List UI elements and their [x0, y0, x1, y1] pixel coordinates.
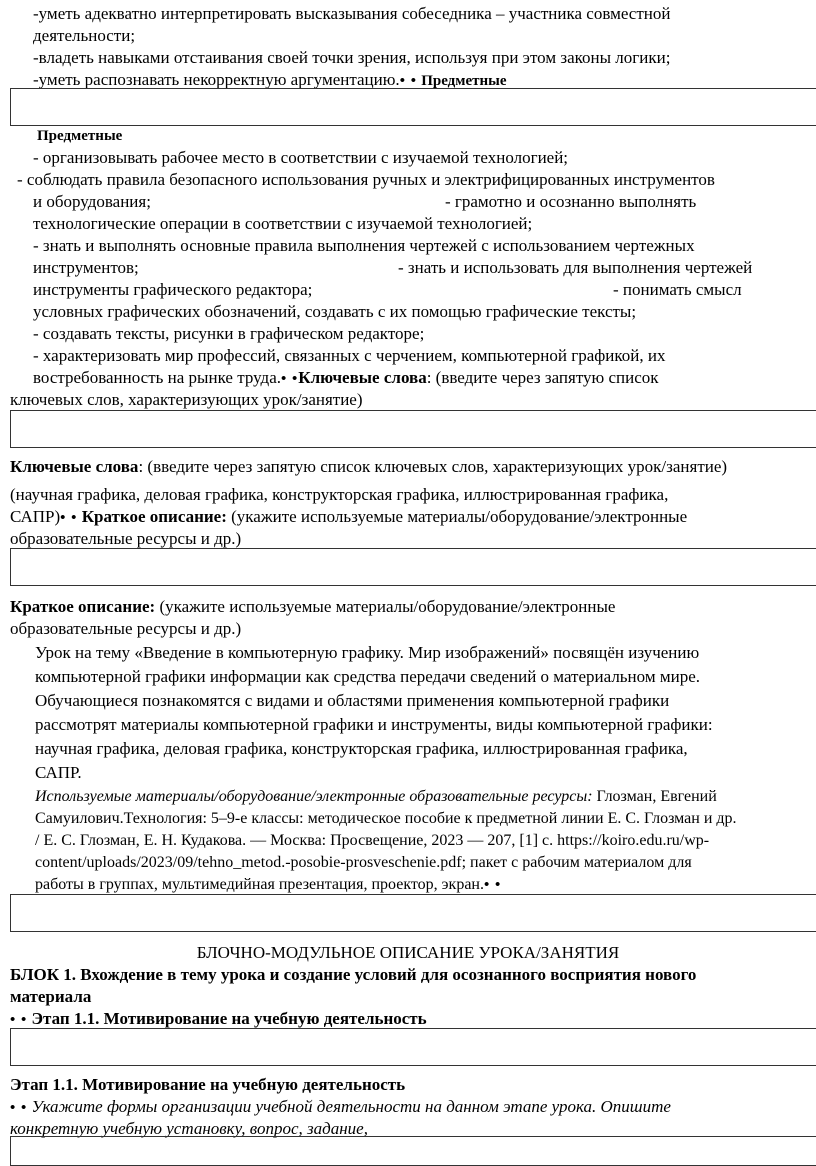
brief-input-box[interactable] — [10, 548, 816, 586]
stage-hint-input-box[interactable] — [10, 1136, 816, 1166]
text-line: - понимать смысл — [613, 280, 742, 299]
text-line: - знать и использовать для выполнения чертежей — [398, 258, 753, 277]
keywords-label: Ключевые слова — [10, 457, 139, 476]
bullet-icon: • • — [483, 877, 502, 893]
keywords-input-box[interactable] — [10, 410, 816, 448]
text-line — [35, 786, 717, 808]
text-line: (научная графика, деловая графика, конструкторская графика, иллюстрированная графика, — [10, 485, 669, 504]
text-line: образовательные ресурсы и др.) — [10, 529, 242, 548]
text-line: инструменты графического редактора; — [33, 280, 313, 299]
text-line — [35, 874, 501, 896]
text-line: - знать и выполнять основные правила выполнения чертежей с использованием чертежных — [33, 236, 695, 255]
keywords-hint: : (введите через запятую список ключевых слов, характеризующих урок/занятие) — [138, 457, 728, 476]
stage-input-box[interactable] — [10, 1028, 816, 1066]
stage-label-inline: Этап 1.1. Мотивирование на учебную деятельность — [31, 1009, 427, 1028]
section-title: БЛОЧНО-МОДУЛЬНОЕ ОПИСАНИЕ УРОКА/ЗАНЯТИЯ — [196, 943, 620, 962]
text-fragment: -уметь распознавать некорректную аргументацию. — [33, 70, 400, 89]
keywords-label-inline: Ключевые слова — [298, 368, 427, 387]
text-line: -владеть навыками отстаивания своей точки зрения, используя при этом законы логики; — [33, 48, 671, 67]
brief-label: Краткое описание: — [10, 597, 156, 616]
stage-label: Этап 1.1. Мотивирование на учебную деятельность — [10, 1075, 406, 1094]
text-line: Самуилович.Технология: 5–9-е классы: методическое пособие к предметной линии Е. С. Глозман и др. — [35, 810, 737, 827]
text-line — [10, 506, 687, 529]
block-title: БЛОК 1. Вхождение в тему урока и создание условий для осознанного восприятия нового — [10, 965, 697, 984]
text-line: - создавать тексты, рисунки в графическом редакторе; — [33, 324, 425, 343]
brief-label-inline: Краткое описание: — [81, 507, 227, 526]
text-fragment: работы в группах, мультимедийная презентация, проектор, экран. — [35, 876, 484, 893]
subject-label: Предметные — [37, 128, 123, 144]
text-line: САПР. — [35, 763, 82, 782]
text-line — [10, 456, 727, 478]
resources-input-box[interactable] — [10, 894, 816, 932]
stage-hint: Укажите формы организации учебной деятельности на данном этапе урока. Опишите — [31, 1097, 671, 1116]
text-line: компьютерной графики информации как средства передачи сведений о материальном мире. — [35, 667, 700, 686]
resources-label: Используемые материалы/оборудование/электронные образовательные ресурсы: — [35, 788, 593, 805]
brief-hint: (укажите используемые материалы/оборудование/электронные — [155, 597, 616, 616]
text-line: -уметь адекватно интерпретировать высказывания собеседника – участника совместной — [33, 4, 671, 23]
subject-input-box[interactable] — [10, 88, 816, 126]
bullet-icon: • • — [281, 371, 299, 387]
text-line: ключевых слов, характеризующих урок/занятие) — [10, 390, 363, 409]
text-line: - характеризовать мир профессий, связанных с черчением, компьютерной графикой, их — [33, 346, 666, 365]
text-fragment: Глозман, Евгений — [592, 788, 717, 805]
text-line: и оборудования; — [33, 192, 151, 211]
brief-hint-inline: (укажите используемые материалы/оборудование/электронные — [226, 507, 688, 526]
bullet-icon: • • — [10, 1012, 28, 1028]
text-fragment: САПР) — [10, 507, 61, 526]
text-line — [10, 1096, 671, 1119]
text-line: content/uploads/2023/09/tehno_metod.-posobie-prosveschenie.pdf; пакет с рабочим материалом для — [35, 854, 692, 871]
text-line: технологические операции в соответствии с изучаемой технологией; — [33, 214, 533, 233]
text-line: / Е. С. Глозман, Е. Н. Кудакова. — Москва: Просвещение, 2023 — 207, [1] с. https://koiro.edu.ru/wp- — [35, 832, 710, 849]
text-line: Обучающиеся познакомятся с видами и областями применения компьютерной графики — [35, 691, 670, 710]
text-line: конкретную учебную установку, вопрос, задание, — [10, 1119, 368, 1138]
bullet-icon: • • — [399, 73, 417, 89]
text-line: - организовывать рабочее место в соответствии с изучаемой технологией; — [33, 148, 569, 167]
text-line: инструментов; — [33, 258, 139, 277]
text-line: Урок на тему «Введение в компьютерную графику. Мир изображений» посвящён изучению — [35, 643, 700, 662]
text-line: научная графика, деловая графика, конструкторская графика, иллюстрированная графика, — [35, 739, 688, 758]
text-line: условных графических обозначений, создавать с их помощью графические тексты; — [33, 302, 637, 321]
text-line — [10, 596, 615, 618]
text-line: рассмотрят материалы компьютерной графики и инструменты, виды компьютерной графики: — [35, 715, 713, 734]
block-title-cont: материала — [10, 987, 92, 1006]
text-line: деятельности; — [33, 26, 136, 45]
subject-label-inline: Предметные — [421, 73, 507, 89]
text-line: - грамотно и осознанно выполнять — [445, 192, 697, 211]
bullet-icon: • • — [10, 1100, 28, 1116]
bullet-icon: • • — [60, 510, 78, 526]
text-line: - соблюдать правила безопасного использования ручных и электрифицированных инструментов — [17, 170, 715, 189]
text-line: образовательные ресурсы и др.) — [10, 619, 242, 638]
keywords-hint-inline: : (введите через запятую список — [426, 368, 659, 387]
text-line — [33, 367, 659, 390]
text-fragment: востребованность на рынке труда. — [33, 368, 281, 387]
